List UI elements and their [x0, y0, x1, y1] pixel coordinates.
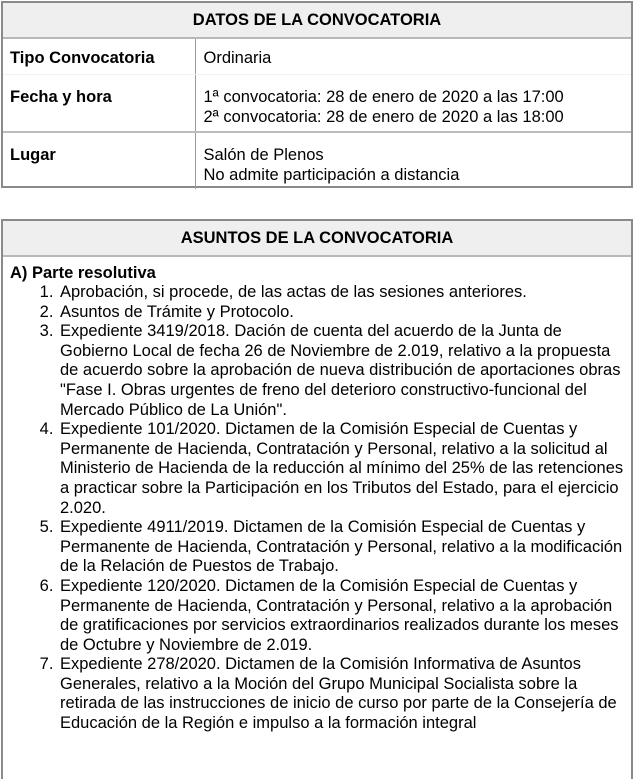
distancia-note: No admite participación a distancia [203, 166, 460, 184]
lugar-value: Salón de Plenos [203, 146, 324, 164]
list-item: 3. Expediente 3419/2018. Dación de cuenta del acuerdo de la Junta de Gobierno Local de fecha 26 de Noviembre de 2.019, relativo a la propuesta de acuerdo sobre la aprobación de nueva distribución de aportaciones obras "Fase I. Obras urgentes de freno del deterioro constructivo-funcional del Mercado Público de La Unión". [58, 322, 631, 420]
agenda-list [3, 283, 631, 734]
datos-table [3, 39, 631, 189]
asuntos-convocatoria-panel [1, 219, 633, 779]
segunda-convocatoria: 2ª convocatoria: 28 de enero de 2020 a las 18:00 [203, 107, 564, 126]
row-label: Tipo Convocatoria [3, 39, 195, 74]
asuntos-title: ASUNTOS DE LA CONVOCATORIA [3, 221, 631, 257]
list-item: 4. Expediente 101/2020. Dictamen de la Comisión Especial de Cuentas y Permanente de Hacienda, Contratación y Personal, relativo a la solicitud al Ministerio de Hacienda de la reducción al mínimo del 25% de las retenciones a practicar sobre la Participación en los Tributos del Estado, para el ejercicio 2.020. [58, 420, 631, 518]
table-row-lugar [3, 132, 631, 189]
row-value [195, 74, 631, 132]
row-value [195, 39, 631, 74]
datos-title: DATOS DE LA CONVOCATORIA [3, 3, 631, 39]
datos-convocatoria-panel [1, 1, 633, 188]
row-value [195, 132, 631, 189]
list-item: 1. Aprobación, si procede, de las actas de las sesiones anteriores. [58, 283, 631, 303]
primera-convocatoria: 1ª convocatoria: 28 de enero de 2020 a las 17:00 [203, 87, 564, 106]
tipo-value: Ordinaria [203, 49, 272, 67]
table-row-fecha [3, 74, 631, 132]
table-row-tipo [3, 39, 631, 74]
list-item: 2. Asuntos de Trámite y Protocolo. [58, 303, 631, 323]
row-label: Fecha y hora [3, 74, 195, 132]
section-title: A) Parte resolutiva [10, 264, 156, 282]
row-label: Lugar [3, 132, 195, 189]
list-item: 6. Expediente 120/2020. Dictamen de la Comisión Especial de Cuentas y Permanente de Hacienda, Contratación y Personal, relativo a la aprobación de gratificaciones por servicios extraordinarios realizados durante los meses de Octubre y Noviembre de 2.019. [58, 577, 631, 655]
list-item: 5. Expediente 4911/2019. Dictamen de la Comisión Especial de Cuentas y Permanente de Hacienda, Contratación y Personal, relativo a la modificación de la Relación de Puestos de Trabajo. [58, 518, 631, 577]
list-item: 7. Expediente 278/2020. Dictamen de la Comisión Informativa de Asuntos Generales, relativo a la Moción del Grupo Municipal Socialista sobre la retirada de las instrucciones de inicio de curso por parte de la Consejería de Educación de la Región e impulso a la formación integral [58, 655, 631, 733]
